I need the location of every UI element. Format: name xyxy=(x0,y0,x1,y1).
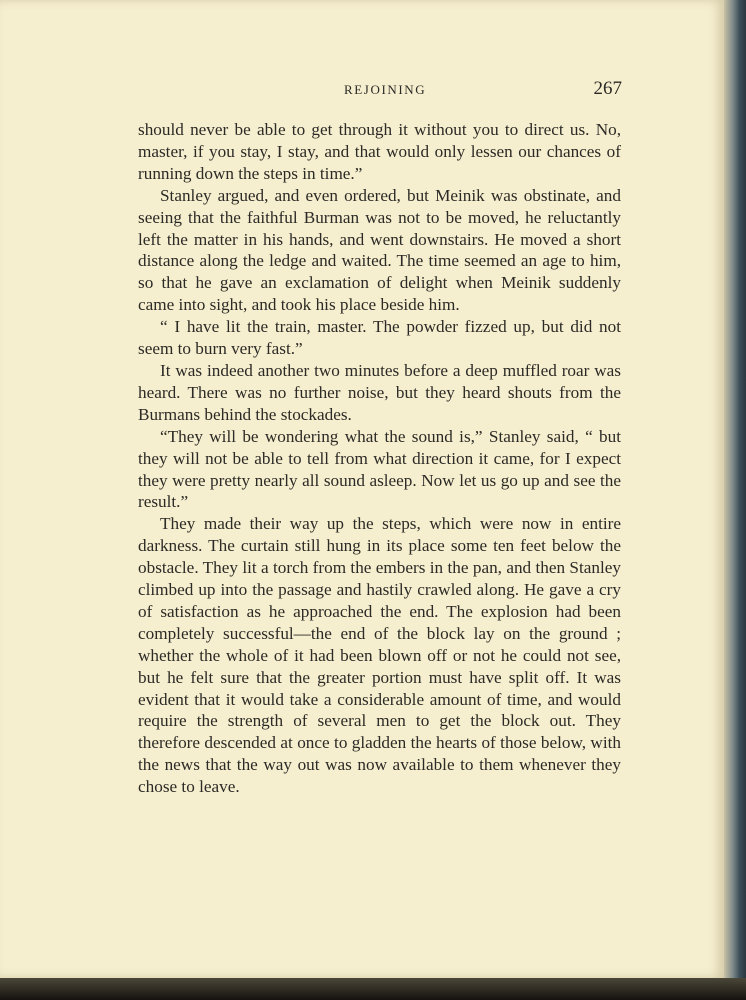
paragraph: should never be able to get through it without you to direct us. No, master, if you stay, I stay, and that would only lessen our chances of running down the steps in time.” xyxy=(138,120,621,183)
paragraph: “They will be wondering what the sound is,” Stanley said, “ but they will not be able to tell from what direction it came, for I expect they were pretty nearly all sound asleep. Now let us go up and see the result.” xyxy=(138,426,621,512)
page-number: 267 xyxy=(593,78,622,99)
book-spine-edge xyxy=(724,0,746,985)
paragraph: It was indeed another two minutes before a deep muffled roar was heard. There was no further noise, but they heard shouts from the Burmans behind the stockades. xyxy=(138,360,621,424)
paragraph: “ I have lit the train, master. The powder fizzed up, but did not seem to burn very fast.” xyxy=(138,317,621,359)
running-title: REJOINING xyxy=(344,82,427,97)
paragraph: Stanley argued, and even ordered, but Meinik was obstinate, and seeing that the faithful Burman was not to be moved, he reluctantly left the matter in his hands, and went downstairs. He moved a short distance along the ledge and waited. The time seemed an age to him, so that he gave an exclamation of delight when Meinik suddenly came into sight, and took his place beside him. xyxy=(138,185,621,315)
running-head xyxy=(138,80,624,102)
page-bottom-edge xyxy=(0,978,746,1000)
paragraph: They made their way up the steps, which were now in entire darkness. The curtain still hung in its place some ten feet below the obstacle. They lit a torch from the embers in the pan, and then Stanley climbed up into the passage and hastily crawled along. He gave a cry of satisfaction as he approached the end. The explosion had been completely successful—the end of the block lay on the ground ; whether the whole of it had been blown off or not he could not see, but he felt sure that the greater portion must have split off. It was evident that it would take a considerable amount of time, and would require the strength of several men to get the block out. They therefore descended at once to gladden the hearts of those below, with the news that the way out was now available to them whenever they chose to leave. xyxy=(138,514,621,797)
body-text xyxy=(138,119,621,798)
